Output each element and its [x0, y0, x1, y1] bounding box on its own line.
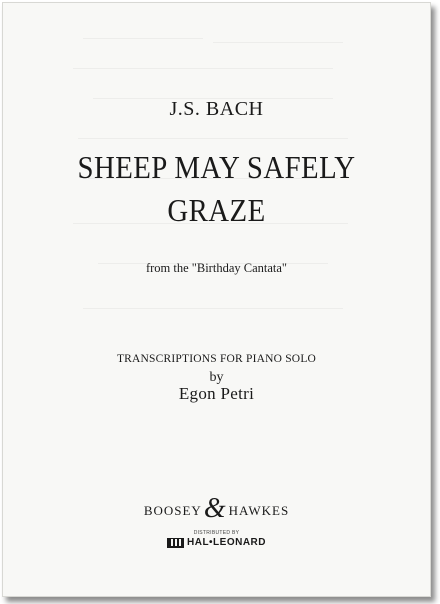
transcriptions-label: TRANSCRIPTIONS FOR PIANO SOLO — [116, 353, 317, 365]
publisher-right: HAWKES — [228, 503, 290, 518]
hal-leonard-logo-icon — [167, 538, 184, 548]
distributor-name: HAL•LEONARD — [187, 537, 266, 548]
publisher-ampersand: & — [203, 493, 227, 524]
by-label: by — [209, 370, 224, 385]
distributor-block — [3, 530, 430, 548]
title-line-1: SHEEP MAY SAFELY — [77, 149, 356, 185]
arranger-name: Egon Petri — [178, 384, 255, 403]
distributor-small-text: DISTRIBUTED BY — [193, 530, 240, 536]
publisher-left: BOOSEY — [143, 503, 202, 518]
composer-name: J.S. BACH — [169, 98, 264, 120]
publisher-logo — [3, 493, 430, 524]
score-cover — [2, 2, 431, 597]
title-line-2: GRAZE — [167, 192, 266, 228]
distributor-row — [167, 537, 266, 548]
subtitle: from the "Birthday Cantata" — [145, 261, 288, 275]
